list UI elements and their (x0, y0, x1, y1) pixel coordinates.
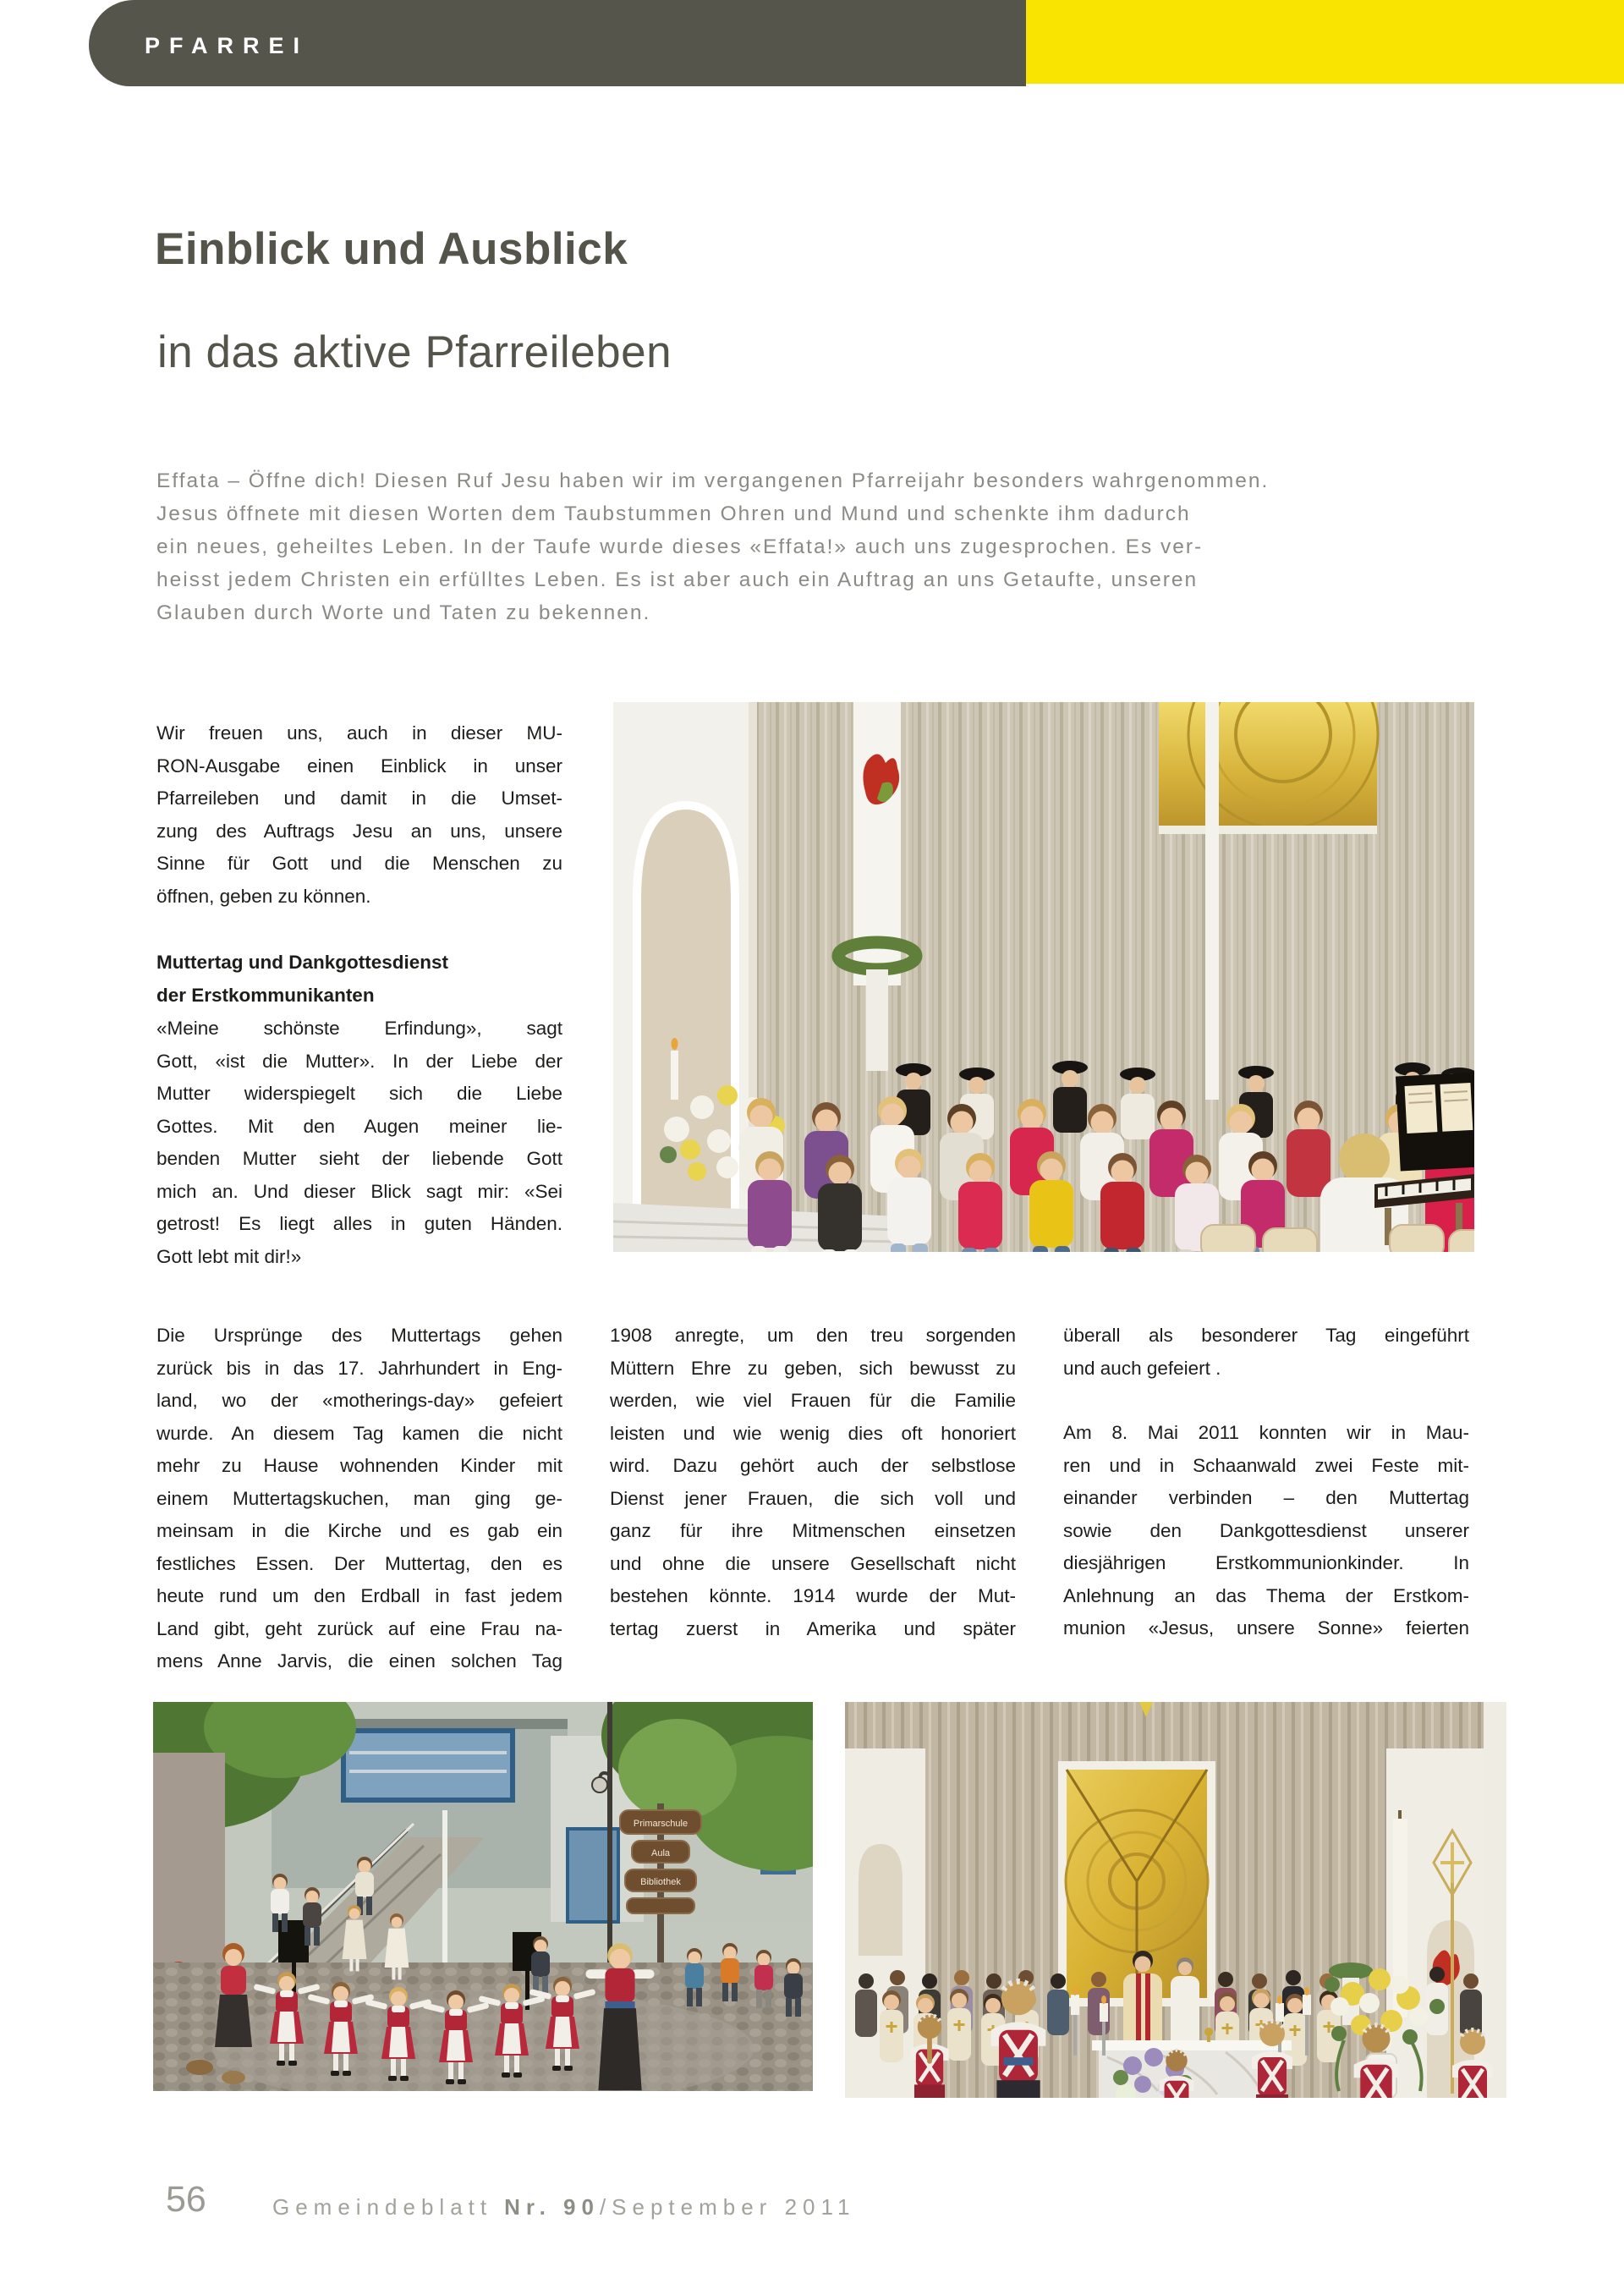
publication-info (272, 2194, 855, 2220)
right-column-paragraph-1: überall als besonderer Tag eingeführt und auch gefeiert . (1063, 1325, 1469, 1379)
left-column-paragraph-3: Die Ursprünge des Muttertags gehen zurück bis in das 17. Jahrhundert in Eng- land, wo der «motherings-day» gefeiert wurde. An diesem Tag kamen die nicht mehr zu Hause wohnenden Kinder mit einem Muttertagskuchen, man ging ge- meinsam in die Kirche und es gab ein festliches Essen. Der Muttertag, den es heute rund um den Erdball in fast jedem Land gibt, geht zurück auf eine Frau na- mens Anne Jarvis, die einen solchen Tag (156, 1325, 562, 1671)
middle-column-paragraph: 1908 anregte, um den treu sorgenden Müttern Ehre zu geben, sich bewusst zu werden, wie viel Frauen für die Familie leisten und wie wenig dies oft honoriert wird. Dazu gehört auch der selbstlose Dienst jener Frauen, die sich voll und ganz für ihre Mitmenschen einsetzen und ohne die unsere Gesellschaft nicht bestehen könnte. 1914 wurde der Mut- tertag zuerst in Amerika und später (610, 1325, 1016, 1639)
lead-paragraph: Effata – Öffne dich! Diesen Ruf Jesu haben wir im vergangenen Pfarreijahr besonders wahrgenommen. Jesus öffnete mit diesen Worten dem Taubstummen Ohren und Mund und schenkte ihm dadurch ein neues, geheiltes Leben. In der Taufe wurde dieses «Effata!» auch uns zugesprochen. Es ver- heisst jedem Christen ein erfülltes Leben. Es ist aber auch ein Auftrag an uns Getaufte, unseren Glauben durch Worte und Taten zu bekennen. (156, 469, 1270, 624)
subheading-muttertag: Muttertag und Dankgottesdienst der Erstkommunikanten (156, 952, 449, 1006)
right-column-paragraph-2: Am 8. Mai 2011 konnten wir in Mau- ren und in Schaanwald zwei Feste mit- einander verbinden – den Muttertag sowie den Dankgottesdienst unserer diesjährigen Erstkommunionkinder. In Anlehnung an das Thema der Erstkom- munion «Jesus, unsere Sonne» feierten (1063, 1422, 1469, 1639)
article-title-line-2: in das aktive Pfarreileben (157, 327, 672, 377)
dance-pole (442, 1810, 447, 1984)
header-bar (89, 0, 1026, 86)
page-number: 56 (166, 2179, 206, 2220)
white-strut (1205, 702, 1219, 1100)
left-column-paragraph-2: «Meine schönste Erfindung», sagt Gott, «ist die Mutter». In der Liebe der Mutter widerspiegelt sich die Liebe Gottes. Mit den Augen meiner lie- benden Mutter sieht der liebende Gott mich an. Und dieser Blick sagt mir: «Sei getrost! Es liegt alles in guten Händen. Gott lebt mit dir!» (156, 1018, 562, 1267)
publication-name: Gemeindeblatt (272, 2194, 493, 2220)
section-label: PFARREI (145, 32, 310, 58)
photo-traditional-dance (153, 1702, 813, 2091)
sign-primarschule: Primarschule (633, 1819, 689, 1829)
sign-bibliothek: Bibliothek (640, 1877, 681, 1887)
accent-yellow-block (1026, 0, 1624, 84)
issue-date: /September 2011 (599, 2194, 856, 2220)
article-title-line-1: Einblick und Ausblick (155, 224, 628, 274)
left-column-paragraph-1: Wir freuen uns, auch in dieser MU- RON-Ausgabe einen Einblick in unser Pfarreileben und damit in die Umset- zung des Auftrags Jesu an uns, unsere Sinne für Gott und die Menschen zu öffnen, geben zu können. (156, 722, 562, 907)
sign-aula: Aula (650, 1848, 671, 1858)
photo-first-communion-mass (845, 1702, 1506, 2098)
candle (671, 1038, 678, 1100)
photo-children-choir (613, 702, 1474, 1252)
gold-artwork-panel (1159, 702, 1378, 834)
issue-number: Nr. 90 (504, 2194, 600, 2220)
